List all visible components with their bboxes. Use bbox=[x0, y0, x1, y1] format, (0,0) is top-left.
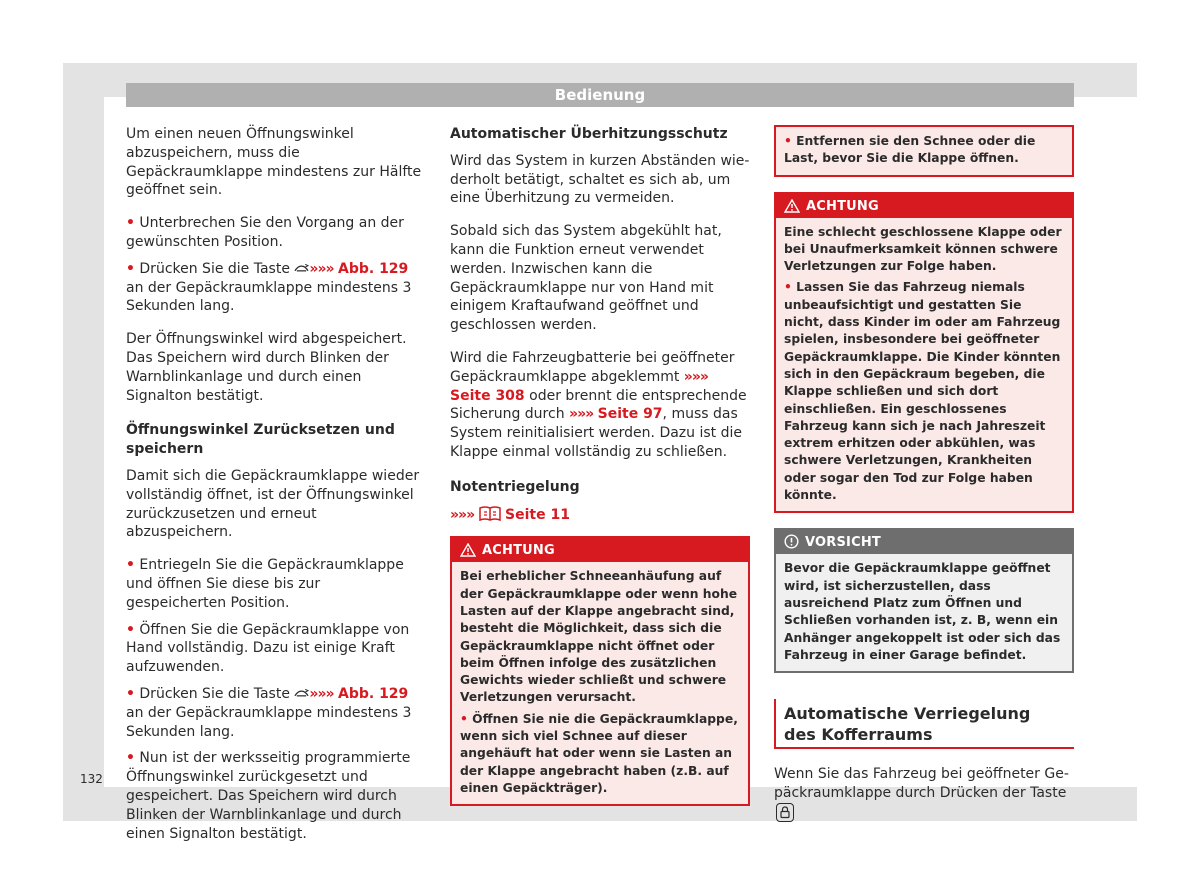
paragraph: Wird das System in kurzen Abständen wiederholt betätigt, schaltet es sich ab, um eine Überhitzung zu vermeiden. bbox=[450, 152, 750, 207]
bullet-dot: • bbox=[784, 134, 792, 148]
bullet-dot: • bbox=[460, 711, 468, 726]
subheading: Automatischer Überhitzungsschutz bbox=[450, 126, 728, 142]
page-link[interactable]: Seite 97 bbox=[597, 406, 663, 423]
bullet-item: • Drücken Sie die Taste »»» Abb. 129 an der Gepäckraumklappe mindestens 3 Sekunden lang. bbox=[126, 685, 412, 740]
column-middle bbox=[450, 125, 750, 806]
reference-arrows: »»» bbox=[309, 260, 334, 277]
bullet-dot: • bbox=[784, 280, 792, 295]
paragraph: Damit sich die Gepäckraumklappe wieder vollständig öffnet, ist der Öffnungswinkel zurückzusetzen und erneut abzuspeichern. bbox=[126, 467, 420, 541]
tailgate-key-icon bbox=[294, 688, 309, 699]
bullet-dot: • bbox=[126, 685, 135, 702]
bullet-item: • Unterbrechen Sie den Vorgang an der gewünschten Position. bbox=[126, 215, 404, 250]
warning-text: Bei erheblicher Schneeanhäufung auf der Gepäckraumklappe oder wenn hohe Lasten auf der Klappe angebracht sind, besteht die Möglichkeit, dass sich die Gepäckraumklappe nicht öffnet oder beim Öffnen infolge des zusätzlichen Gewichts wieder schließt und schwere Verletzungen verursacht. bbox=[460, 569, 738, 705]
bullet-dot: • bbox=[126, 215, 135, 232]
reference-arrows: »»» bbox=[309, 685, 334, 702]
paragraph: Wird die Fahrzeugbatterie bei geöffneter Gepäckraumklappe abgeklemmt »»» Seite 308 oder brennt die entsprechende Sicherung durch »»» Seite 97, muss das System reinitialisiert werden. Dazu ist die Klappe einmal vollständig zu schließen. bbox=[450, 349, 747, 460]
manual-book-icon bbox=[479, 505, 501, 521]
caution-box bbox=[774, 528, 1074, 673]
warning-header: ACHTUNG bbox=[776, 194, 1072, 218]
paragraph: Wenn Sie das Fahrzeug bei geöffneter Gepäckraumklappe durch Drücken der Taste bbox=[774, 765, 1074, 823]
reference-arrows: »»» bbox=[569, 406, 594, 423]
warning-triangle-icon bbox=[784, 199, 800, 213]
info-circle-icon bbox=[784, 534, 799, 549]
figure-link[interactable]: Abb. 129 bbox=[338, 685, 409, 702]
paragraph: Der Öffnungswinkel wird abgespeichert. Das Speichern wird durch Blinken der Warnblinkanlage und durch einen Signalton bestätigt. bbox=[126, 331, 407, 404]
caution-header: VORSICHT bbox=[776, 530, 1072, 554]
subheading: Notentriegelung bbox=[450, 478, 580, 495]
bullet-dot: • bbox=[126, 260, 135, 277]
section-heading: Automatische Verriegelung des Kofferraums bbox=[774, 699, 1074, 749]
page-header: Bedienung bbox=[126, 83, 1074, 107]
bullet-dot: • bbox=[126, 557, 135, 574]
caution-text: Bevor die Gepäckraumklappe geöffnet wird, ist sicherzustellen, dass ausreichend Platz zum Öffnen und Schließen vorhanden ist, z. B, wenn ein Anhänger angekoppelt ist oder sich das Fahrzeug in einer Garage befindet. bbox=[784, 561, 1061, 662]
reference-arrows: »»» bbox=[683, 368, 708, 385]
tailgate-key-icon bbox=[294, 263, 309, 274]
warning-bullet: • Entfernen sie den Schnee oder die Last, bevor Sie die Klappe öffnen. bbox=[784, 134, 1036, 166]
page-link[interactable]: Seite 11 bbox=[505, 506, 570, 523]
warning-box bbox=[450, 536, 750, 806]
column-right bbox=[774, 125, 1074, 824]
lock-key-icon bbox=[776, 803, 794, 822]
warning-triangle-icon bbox=[460, 543, 476, 557]
bullet-item: • Öffnen Sie die Gepäckraumklappe von Hand vollständig. Dazu ist einige Kraft aufzuwenden. bbox=[126, 621, 410, 676]
paragraph: Um einen neuen Öffnungswinkel abzuspeichern, muss die Gepäckraumklappe mindestens zur Hälfte geöffnet sein. bbox=[126, 126, 422, 199]
column-left bbox=[126, 125, 424, 843]
bullet-item: • Entriegeln Sie die Gepäckraumklappe und öffnen Sie diese bis zur gespeicherten Position. bbox=[126, 557, 404, 611]
figure-link[interactable]: Abb. 129 bbox=[338, 260, 409, 277]
bullet-dot: • bbox=[126, 621, 135, 638]
page-link[interactable]: Seite 308 bbox=[450, 387, 525, 404]
subheading: Öffnungswinkel Zurücksetzen und speichern bbox=[126, 422, 395, 458]
bullet-dot: • bbox=[126, 750, 135, 767]
reference-arrows: »»» bbox=[450, 506, 475, 523]
bullet-item: • Drücken Sie die Taste »»» Abb. 129 an der Gepäckraumklappe mindestens 3 Sekunden lang. bbox=[126, 260, 412, 315]
page-number: 132 bbox=[80, 772, 103, 786]
reference-line bbox=[450, 505, 750, 525]
warning-bullet: • Öffnen Sie nie die Gepäckraumklappe, wenn sich viel Schnee auf dieser angehäuft hat oder wenn sie Lasten an der Klappe angebracht haben (z.B. auf einen Gepäckträger). bbox=[460, 711, 738, 795]
warning-box-continued bbox=[774, 125, 1074, 177]
bullet-item: • Nun ist der werksseitig programmierte Öffnungswinkel zurückgesetzt und gespeichert. Das Speichern wird durch Blinken der Warnblinkanlage und durch einen Signalton bestätigt. bbox=[126, 750, 411, 842]
paragraph: Sobald sich das System abgekühlt hat, kann die Funktion erneut verwendet werden. Inzwischen kann die Gepäckraumklappe nur von Hand mit einigem Kraftaufwand geöffnet und geschlossen werden. bbox=[450, 223, 722, 334]
warning-bullet: • Lassen Sie das Fahrzeug niemals unbeaufsichtigt und gestatten Sie nicht, dass Kinder im oder am Fahrzeug spielen, insbesondere bei geöffneter Gepäckraumklappe. Die Kinder könnten sich in den Gepäckraum begeben, die Klappe schließen und sich dort einschließen. Ein geschlossenes Fahrzeug kann sich je nach Jahreszeit extrem erhitzen oder abkühlen, was schwere Verletzungen, Krankheiten oder sogar den Tod zur Folge haben könnte. bbox=[784, 280, 1061, 503]
warning-box bbox=[774, 192, 1074, 514]
warning-text: Eine schlecht geschlossene Klappe oder bei Unaufmerksamkeit können schwere Verletzungen zur Folge haben. bbox=[784, 224, 1062, 274]
warning-header: ACHTUNG bbox=[452, 538, 748, 562]
